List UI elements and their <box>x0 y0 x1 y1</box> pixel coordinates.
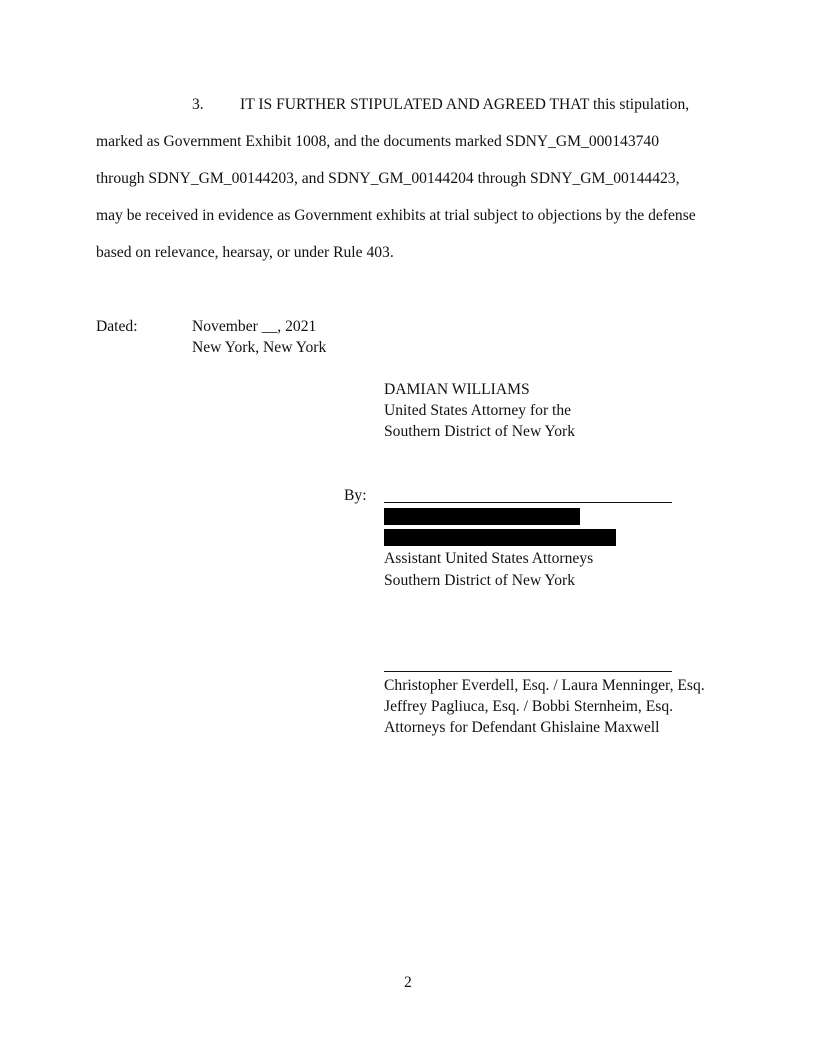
defense-counsel-line-2: Jeffrey Pagliuca, Esq. / Bobbi Sternheim, Esq. <box>384 698 674 715</box>
paragraph-number: 3. <box>192 96 204 113</box>
by-label: By: <box>344 487 367 504</box>
us-attorney-title-line-1: United States Attorney for the <box>384 402 572 419</box>
paragraph-line-5: based on relevance, hearsay, or under Rule 403. <box>96 244 394 261</box>
us-attorney-title-line-2: Southern District of New York <box>384 423 576 440</box>
us-attorney-name: DAMIAN WILLIAMS <box>384 381 530 398</box>
defense-counsel-line-3: Attorneys for Defendant Ghislaine Maxwell <box>384 719 660 736</box>
paragraph-line-1 <box>192 96 689 114</box>
dated-label: Dated: <box>96 318 138 335</box>
paragraph-line-2: marked as Government Exhibit 1008, and the documents marked SDNY_GM_000143740 <box>96 133 660 150</box>
signer-title-line-2: Southern District of New York <box>384 572 576 589</box>
defense-counsel-line-1: Christopher Everdell, Esq. / Laura Menninger, Esq. <box>384 677 705 694</box>
defense-signature-line <box>384 671 672 672</box>
redaction-bar-2 <box>384 529 616 546</box>
paragraph-text-line-1: IT IS FURTHER STIPULATED AND AGREED THAT this stipulation, <box>240 96 690 113</box>
government-signature-line <box>384 502 672 503</box>
paragraph-line-4: may be received in evidence as Government exhibits at trial subject to objections by the defense <box>96 207 696 224</box>
dated-place: New York, New York <box>192 339 327 356</box>
page-number: 2 <box>404 974 412 991</box>
dated-date: November __, 2021 <box>192 318 317 335</box>
paragraph-line-3: through SDNY_GM_00144203, and SDNY_GM_00144204 through SDNY_GM_00144423, <box>96 170 680 187</box>
signer-title-line-1: Assistant United States Attorneys <box>384 550 594 567</box>
redaction-bar-1 <box>384 508 580 525</box>
